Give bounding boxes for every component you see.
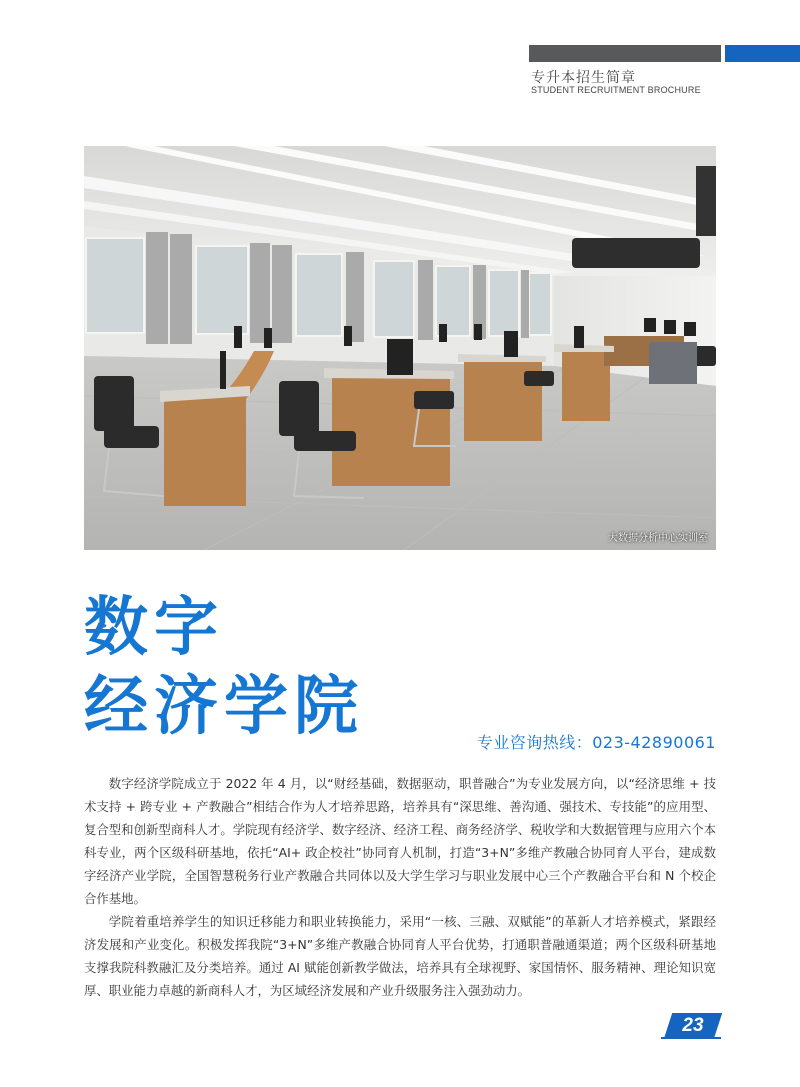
- header-bar-blue: [725, 45, 800, 62]
- body-paragraph: 数字经济学院成立于 2022 年 4 月，以“财经基础，数据驱动，职普融合”为专业发展方向，以“经济思维 + 技术支持 + 跨专业 + 产教融合”相结合作为人才培养思路，培养具有“深思维、善沟通、强技术、专技能”的应用型、复合型和创新型商科人才。学院现有经济学、数字经济、经济工程、商务经济学、税收学和大数据管理与应用六个本科专业，两个区级科研基地，依托“AI+ 政企校社”协同育人机制，打造“3+N”多维产教融合协同育人平台，建成数字经济产业学院，全国智慧税务行业产教融合共同体以及大学生学习与职业发展中心三个产教融合平台和 N 个校企合作基地。: [84, 776, 716, 906]
- body-text: [84, 772, 716, 1002]
- page-title-line2: 经济学院: [84, 670, 364, 744]
- page-number-badge: [668, 1013, 718, 1039]
- brochure-title-cn: 专升本招生简章: [531, 70, 636, 86]
- consult-hotline: 专业咨询热线：023-42890061: [476, 733, 716, 752]
- page-number: 23: [682, 1015, 704, 1036]
- photo-caption: 大数据分析中心实训室: [608, 533, 708, 544]
- brochure-title-en: STUDENT RECRUITMENT BROCHURE: [531, 85, 701, 95]
- body-paragraph: 学院着重培养学生的知识迁移能力和职业转换能力，采用“一核、三融、双赋能”的革新人才培养模式，紧跟经济发展和产业变化。积极发挥我院“3+N”多维产教融合协同育人平台优势，打通职普融通渠道；两个区级科研基地支撑我院科教融汇及分类培养。通过 AI 赋能创新教学做法，培养具有全球视野、家国情怀、服务精神、理论知识宽厚、职业能力卓越的新商科人才，为区域经济发展和产业升级服务注入强劲动力。: [84, 914, 716, 998]
- page-title-line1: 数字: [84, 591, 224, 665]
- header-bar-gray: [529, 45, 721, 62]
- classroom-photo: [84, 146, 716, 550]
